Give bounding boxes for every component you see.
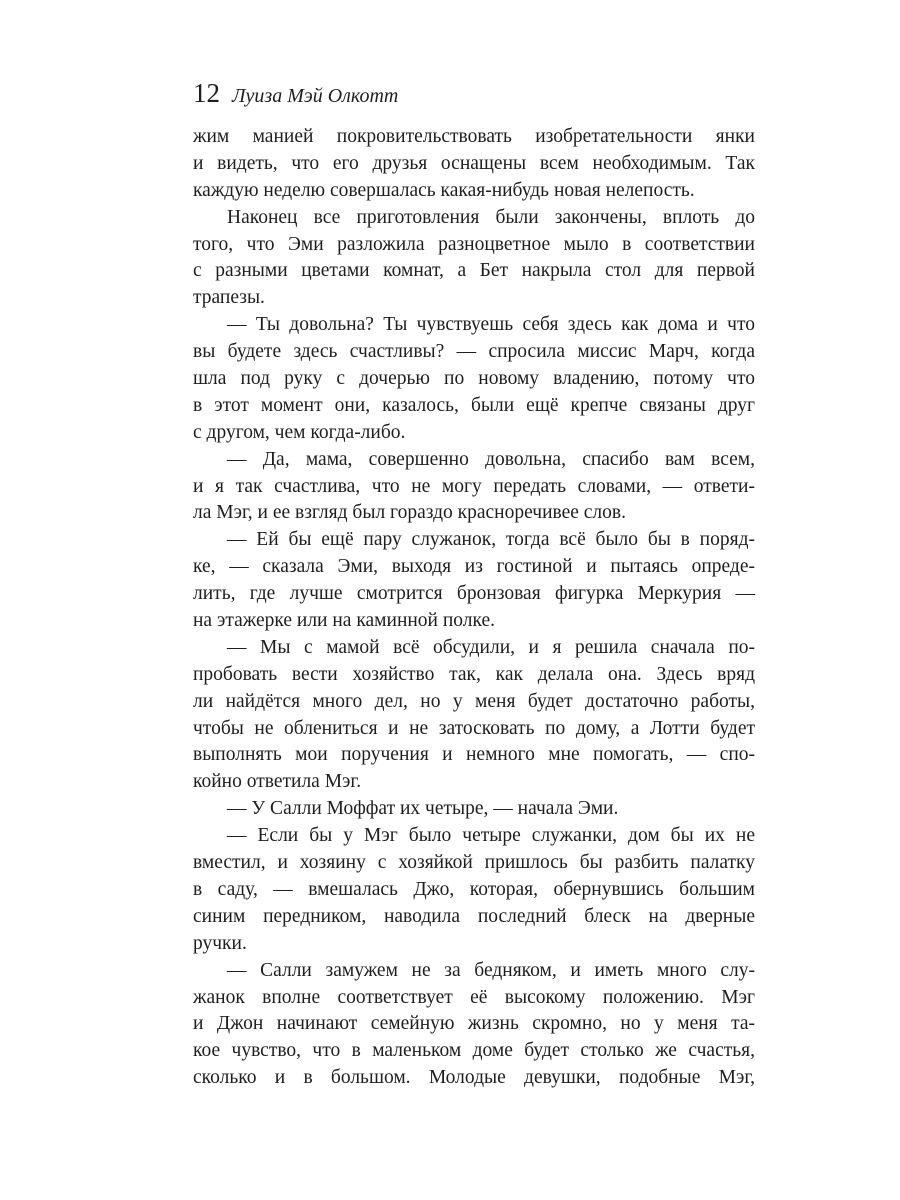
text-line: — Мы с мамой всё обсудили, и я решила сначала по- bbox=[227, 636, 755, 658]
text-line: ке, — сказала Эми, выходя из гостиной и пытаясь опреде- bbox=[193, 556, 755, 578]
text-line: вместил, и хозяину с хозяйкой пришлось бы разбить палатку bbox=[193, 852, 755, 874]
text-line: в саду, — вмешалась Джо, которая, обернувшись большим bbox=[193, 878, 755, 900]
page-number: 12 bbox=[193, 78, 220, 108]
text-line: выполнять мои поручения и немного мне помогать, — спо- bbox=[193, 744, 755, 766]
text-line: — Ты довольна? Ты чувствуешь себя здесь как дома и что bbox=[227, 314, 755, 336]
text-line: — Да, мама, совершенно довольна, спасибо вам всем, bbox=[227, 448, 755, 470]
text-line: синим передником, наводила последний блеск на дверные bbox=[193, 905, 755, 927]
running-head bbox=[193, 78, 755, 124]
text-line: ла Мэг, и ее взгляд был гораздо красноречивее слов. bbox=[193, 502, 626, 524]
text-line: — У Салли Моффат их четыре, — начала Эми. bbox=[227, 798, 619, 820]
text-line: чтобы не облениться и не затосковать по дому, а Лотти будет bbox=[193, 717, 755, 739]
text-line: шла под руку с дочерью по новому владению, потому что bbox=[193, 368, 755, 390]
text-line: Наконец все приготовления были закончены, вплоть до bbox=[227, 206, 755, 228]
text-line: и Джон начинают семейную жизнь скромно, но у меня та- bbox=[193, 1013, 755, 1035]
author-name: Луиза Мэй Олкотт bbox=[232, 85, 399, 107]
text-line: с другом, чем когда-либо. bbox=[193, 421, 406, 443]
text-line: в этот момент они, казалось, были ещё крепче связаны друг bbox=[193, 394, 755, 416]
text-line: койно ответила Мэг. bbox=[193, 771, 362, 793]
text-line: и видеть, что его друзья оснащены всем необходимым. Так bbox=[193, 152, 755, 174]
book-page bbox=[193, 78, 755, 1092]
text-line: на этажерке или на каминной полке. bbox=[193, 610, 496, 632]
text-line: ли найдётся много дел, но у меня будет достаточно работы, bbox=[193, 690, 755, 712]
text-line: и я так счастлива, что не могу передать словами, — ответи- bbox=[193, 475, 755, 497]
text-line: жим манией покровительствовать изобретательности янки bbox=[193, 126, 755, 147]
text-line: лить, где лучше смотрится бронзовая фигурка Меркурия — bbox=[193, 583, 755, 605]
text-line: вы будете здесь счастливы? — спросила миссис Марч, когда bbox=[193, 341, 755, 363]
text-line: кое чувство, что в маленьком доме будет столько же счастья, bbox=[193, 1040, 755, 1062]
text-line: — Если бы у Мэг было четыре служанки, дом бы их не bbox=[227, 825, 755, 847]
text-line: того, что Эми разложила разноцветное мыло в соответствии bbox=[193, 233, 755, 255]
text-line: ручки. bbox=[193, 932, 247, 954]
text-line: трапезы. bbox=[193, 287, 265, 309]
body-text bbox=[193, 124, 755, 1092]
text-line: с разными цветами комнат, а Бет накрыла стол для первой bbox=[193, 260, 755, 282]
text-line: пробовать вести хозяйство так, как делала она. Здесь вряд bbox=[193, 663, 755, 685]
text-line: сколько и в большом. Молодые девушки, подобные Мэг, bbox=[193, 1067, 755, 1089]
text-line: жанок вполне соответствует её высокому положению. Мэг bbox=[193, 986, 755, 1008]
text-line: каждую неделю совершалась какая-нибудь новая нелепость. bbox=[193, 179, 695, 201]
text-line: — Салли замужем не за бедняком, и иметь много слу- bbox=[227, 959, 755, 981]
text-line: — Ей бы ещё пару служанок, тогда всё было бы в поряд- bbox=[227, 529, 755, 551]
